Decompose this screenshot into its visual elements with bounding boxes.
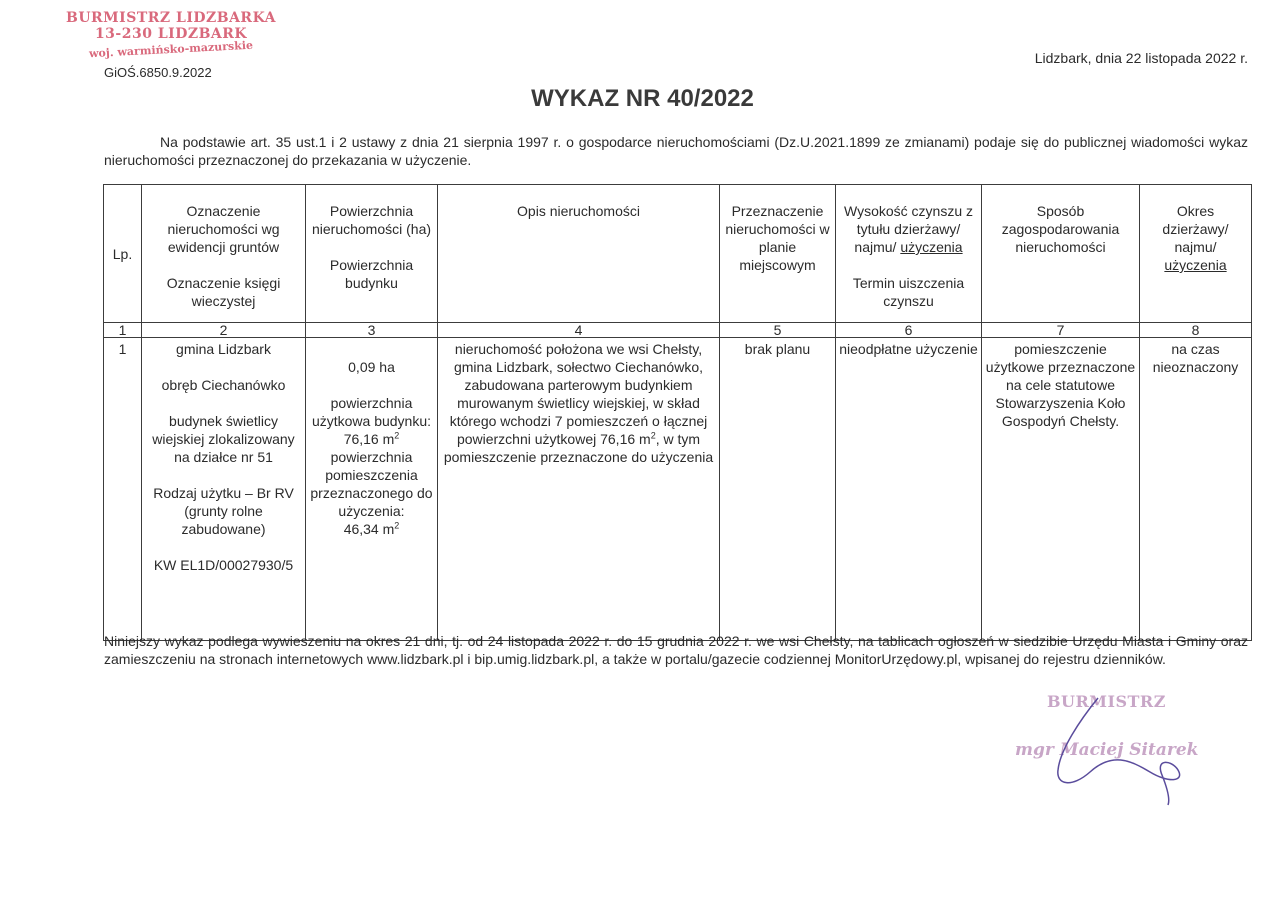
- column-number: 3: [306, 323, 438, 338]
- column-number: 4: [438, 323, 720, 338]
- cell-area: [306, 338, 438, 641]
- column-number: 1: [104, 323, 142, 338]
- intro-paragraph: [104, 133, 1248, 169]
- cell-usable-area-value: 76,16 $m^2$: [343, 430, 400, 447]
- reference-number: GiOŚ.6850.9.2022: [104, 65, 212, 80]
- header-col-3: [306, 185, 438, 323]
- cell-room-area-label: powierzchnia pomieszczenia przeznaczonego do użyczenia:: [310, 449, 433, 519]
- signature-name: mgr Maciej Sitarek: [1015, 740, 1199, 760]
- header-col-4: Opis nieruchomości: [438, 185, 720, 323]
- cell-land-use: Rodzaj użytku – Br RV (grunty rolne zabudowane): [153, 485, 294, 537]
- header-col-8-underlined: użyczenia: [1164, 257, 1227, 273]
- cell-precinct: obręb Ciechanówko: [161, 377, 286, 393]
- signature-role: BURMISTRZ: [1047, 692, 1166, 711]
- header-col-7: Sposób zagospodarowania nieruchomości: [982, 185, 1140, 323]
- header-col-8: [1140, 185, 1252, 323]
- header-col-3-a: Powierzchnia nieruchomości (ha): [311, 203, 432, 237]
- official-stamp: [66, 10, 277, 61]
- cell-zoning: brak planu: [720, 338, 836, 641]
- document-title: WYKAZ NR 40/2022: [531, 85, 754, 112]
- cell-plot-area: 0,09 ha: [348, 359, 395, 375]
- cell-use: pomieszczenie użytkowe przeznaczone na cele statutowe Stowarzyszenia Koło Gospodyń Chełsty.: [982, 338, 1140, 641]
- header-col-3-b: Powierzchnia budynku: [329, 257, 414, 291]
- cell-lp: 1: [104, 338, 142, 641]
- header-col-6-a-underlined: użyczenia: [900, 239, 963, 255]
- column-number: 5: [720, 323, 836, 338]
- cell-period: na czas nieoznaczony: [1140, 338, 1252, 641]
- header-col-8-a: Okres dzierżawy/ najmu/: [1162, 203, 1229, 255]
- stamp-line-3: woj. warmińsko-mazurskie: [88, 38, 254, 61]
- header-row: [104, 185, 1252, 323]
- stamp-line-1: BURMISTRZ LIDZBARKA: [66, 10, 277, 26]
- cell-usable-area-label: powierzchnia użytkowa budynku:: [311, 395, 432, 429]
- header-lp: Lp.: [104, 185, 142, 323]
- header-col-6: [836, 185, 982, 323]
- intro-text: Na podstawie art. 35 ust.1 i 2 ustawy z dnia 21 sierpnia 1997 r. o gospodarce nieruchomościami (Dz.U.2021.1899 ze zmianami) podaje się do publicznej wiadomości wykaz nieruchomości przeznaczonej do przekazania w użyczenie.: [104, 134, 1248, 168]
- cell-rent: nieodpłatne użyczenie: [836, 338, 982, 641]
- header-col-2: [142, 185, 306, 323]
- header-col-2-a: Oznaczenie nieruchomości wg ewidencji gruntów: [167, 203, 280, 255]
- cell-description: nieruchomość położona we wsi Chełsty, gmina Lidzbark, sołectwo Ciechanówko, zabudowana parterowym budynkiem murowanym świetlicy wiejskiej, w skład którego wchodzi 7 pomieszczeń o łącznej powierzchni użytkowej 76,16 $m^2$, w tym pomieszczenie przeznaczone do użyczenia: [438, 338, 720, 641]
- handwritten-signature: [1050, 690, 1190, 810]
- date-place: Lidzbark, dnia 22 listopada 2022 r.: [1034, 50, 1248, 66]
- header-col-2-b: Oznaczenie księgi wieczystej: [166, 275, 281, 309]
- column-number: 7: [982, 323, 1140, 338]
- stamp-line-2: 13-230 LIDZBARK: [94, 26, 248, 42]
- header-col-6-b: Termin uiszczenia czynszu: [852, 275, 965, 309]
- table-row: [104, 338, 1252, 641]
- column-number-row: [104, 323, 1252, 338]
- column-number: 2: [142, 323, 306, 338]
- footer-paragraph: Niniejszy wykaz podlega wywieszeniu na okres 21 dni, tj. od 24 listopada 2022 r. do 15 grudnia 2022 r. we wsi Chełsty, na tablicach ogłoszeń w siedzibie Urzędu Miasta i Gminy oraz zamieszczeniu na stronach internetowych www.lidzbark.pl i bip.umig.lidzbark.pl, a także w portalu/gazecie codziennej MonitorUrzędowy.pl, wpisanej do rejestru dzienników.: [104, 633, 1248, 667]
- column-number: 8: [1140, 323, 1252, 338]
- property-table: [103, 184, 1252, 641]
- cell-municipality: gmina Lidzbark: [176, 341, 271, 357]
- cell-room-area-value: 46,34 $m^2$: [343, 520, 400, 537]
- header-col-6-a: Wysokość czynszu z tytułu dzierżawy/ najmu/: [843, 203, 973, 255]
- cell-land-register: KW EL1D/00027930/5: [153, 557, 294, 573]
- cell-designation: [142, 338, 306, 641]
- column-number: 6: [836, 323, 982, 338]
- header-col-5: Przeznaczenie nieruchomości w planie miejscowym: [720, 185, 836, 323]
- cell-building: budynek świetlicy wiejskiej zlokalizowany na działce nr 51: [152, 413, 295, 465]
